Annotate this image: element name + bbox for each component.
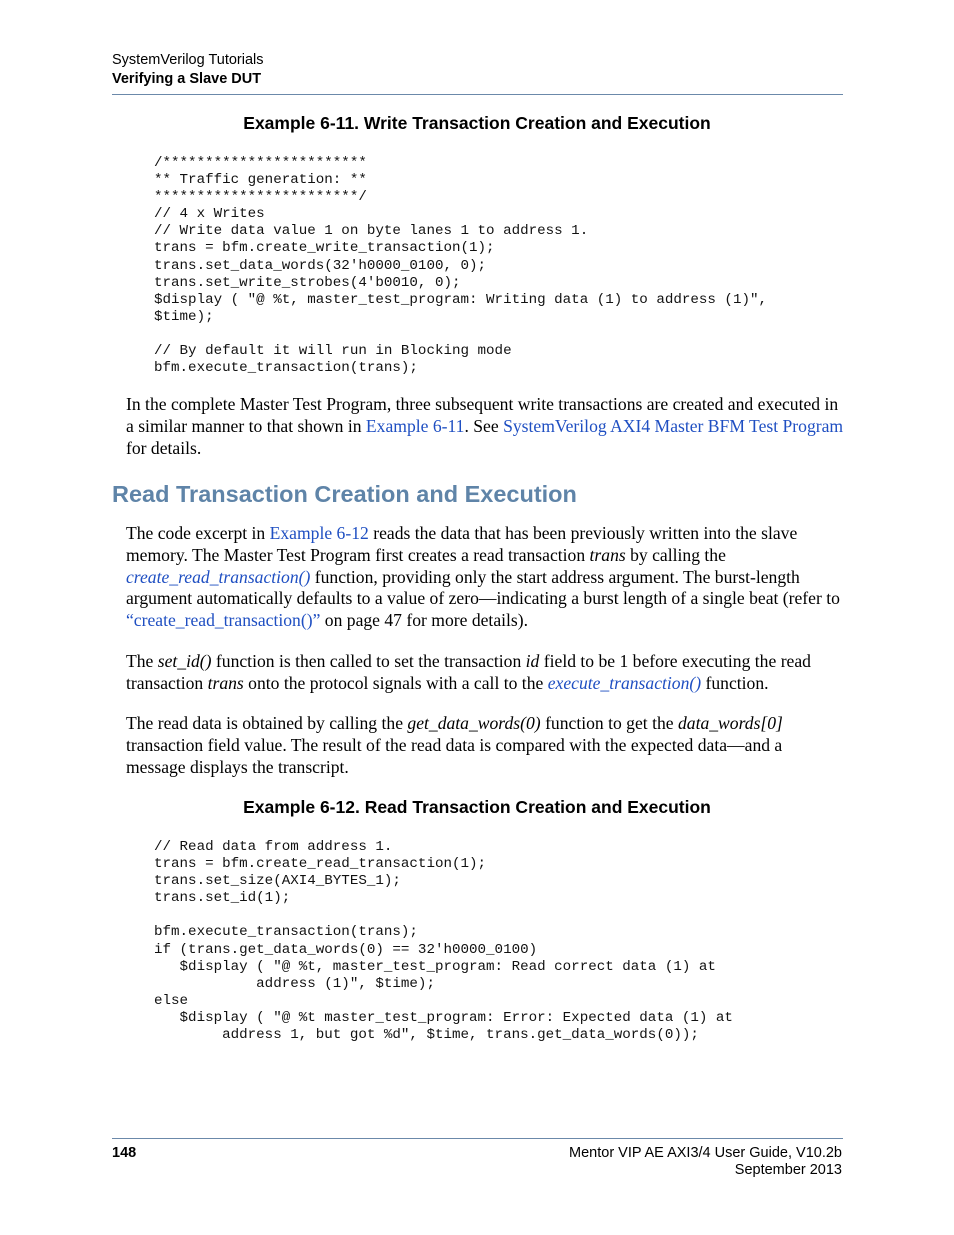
axi4-master-test-program-link[interactable]: SystemVerilog AXI4 Master BFM Test Program [503, 415, 844, 436]
paragraph-read-data: The read data is obtained by calling the get_data_words(0) function to get the data_words[0] transaction field value. The result of the read data is compared with the expected data—and a message displays the transcript. [126, 713, 783, 777]
footer-rule [112, 1138, 843, 1139]
example-6-11-link[interactable]: Example 6-11 [365, 415, 465, 436]
page-number: 148 [112, 1145, 137, 1161]
example-6-12-title: Example 6-12. Read Transaction Creation and Execution [243, 797, 711, 817]
footer-doc-title: Mentor VIP AE AXI3/4 User Guide, V10.2b [569, 1145, 842, 1161]
footer-date: September 2013 [734, 1162, 842, 1178]
paragraph-set-id: The set_id() function is then called to set the transaction id field to be 1 before executing the read transaction trans onto the protocol signals with a call to the execute_transaction() function. [126, 651, 811, 693]
header-title: SystemVerilog Tutorials [112, 52, 264, 68]
header-rule [112, 94, 843, 95]
example-6-12-link[interactable]: Example 6-12 [269, 523, 369, 543]
create-read-transaction-ref-link[interactable]: “create_read_transaction()” [126, 610, 321, 631]
example-6-12-code: // Read data from address 1. trans = bfm.create_read_transaction(1); trans.set_size(AXI4_BYTES_1); trans.set_id(1); bfm.execute_transaction(trans); if (trans.get_data_words(0) == 32'h0000_0100) $display ( "@ %t, master_test_program: Read correct data (1) at address (1)", $time); else $display ( "@ %t master_test_program: Error: Expected data (1) at address 1, but got %d", $time, trans.get_data_words(0)); [154, 839, 733, 1044]
create-read-transaction-link[interactable]: create_read_transaction() [126, 566, 311, 587]
example-6-11-code: /************************ ** Traffic generation: ** ************************/ // 4 x Writes // Write data value 1 on byte lanes 1 to address 1. trans = bfm.create_write_transaction(1); trans.set_data_words(32'h0000_0100, 0); trans.set_write_strobes(4'b0010, 0); $display ( "@ %t, master_test_program: Writing data (1) to address (1)", $time); // By default it will run in Blocking mode bfm.execute_transaction(trans); [154, 155, 767, 377]
header-subtitle: Verifying a Slave DUT [112, 71, 262, 87]
paragraph-complete-program: In the complete Master Test Program, three subsequent write transactions are created and executed in a similar manner to that shown in Example 6-11. See SystemVerilog AXI4 Master BFM Test Program for details. [126, 394, 844, 458]
execute-transaction-link[interactable]: execute_transaction() [547, 672, 702, 693]
paragraph-code-excerpt: The code excerpt in Example 6-12 reads the data that has been previously written into the slave memory. The Master Test Program first creates a read transaction trans by calling the create_read_transaction() function, providing only the start address argument. The burst-length argument automatically defaults to a value of zero—indicating a burst length of a single beat (refer to “create_read_transaction()” on page 47 for more details). [126, 523, 840, 631]
running-header [112, 51, 842, 89]
example-6-11-title: Example 6-11. Write Transaction Creation and Execution [243, 113, 711, 133]
footer-info [569, 1145, 842, 1179]
section-heading: Read Transaction Creation and Execution [112, 481, 577, 507]
